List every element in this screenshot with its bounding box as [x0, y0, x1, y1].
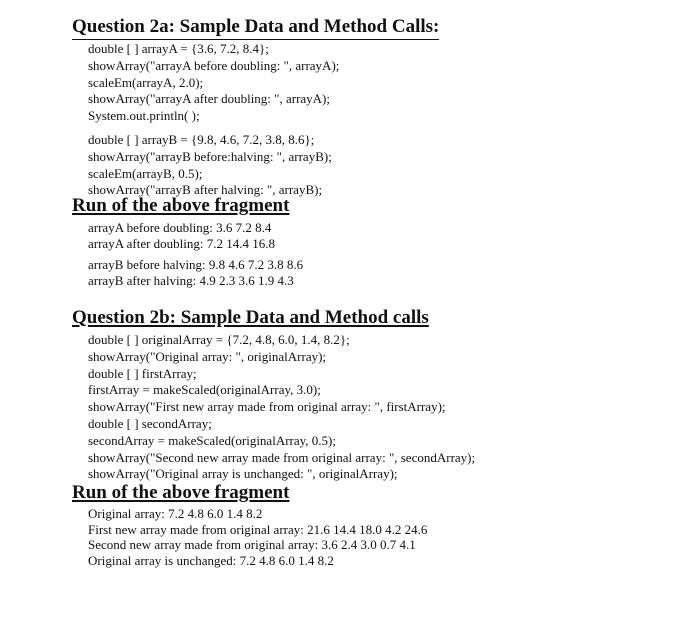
q2a-code-line-4: showArray("arrayA after doubling: ", arrayA); [88, 91, 330, 107]
q2a-output-line-1: arrayA before doubling: 3.6 7.2 8.4 [88, 220, 272, 235]
q2a-code-line-3: scaleEm(arrayA, 2.0); [88, 74, 204, 90]
q2a-code-line-6: double [ ] arrayB = {9.8, 4.6, 7.2, 3.8, 8.6}; [88, 131, 315, 147]
q2b-code-block [88, 332, 475, 483]
q2b-code-line-7: secondArray = makeScaled(originalArray, 0.5); [88, 432, 336, 448]
q2b-run-heading: Run of the above fragment [72, 482, 290, 503]
q2b-output-line-4: Original array is unchanged: 7.2 4.8 6.0 1.4 8.2 [88, 552, 334, 568]
q2b-code-line-5: showArray("First new array made from original array: ", firstArray); [88, 399, 446, 415]
q2a-code-line-7: showArray("arrayB before:halving: ", arrayB); [88, 148, 332, 164]
q2b-output-block [88, 506, 427, 568]
q2b-output-line-1: Original array: 7.2 4.8 6.0 1.4 8.2 [88, 506, 263, 521]
q2a-code-line-1: double [ ] arrayA = {3.6, 7.2, 8.4}; [88, 41, 269, 56]
q2a-title: Question 2a: Sample Data and Method Calls: [72, 16, 439, 40]
q2b-code-line-3: double [ ] firstArray; [88, 365, 197, 381]
q2a-output-block [88, 220, 303, 288]
q2b-code-line-8: showArray("Second new array made from original array: ", secondArray); [88, 449, 476, 465]
q2b-code-line-2: showArray("Original array: ", originalArray); [88, 348, 327, 364]
q2b-output-line-3: Second new array made from original array: 3.6 2.4 3.0 0.7 4.1 [88, 537, 416, 552]
q2a-output-line-4: arrayB after halving: 4.9 2.3 3.6 1.9 4.3 [88, 272, 294, 288]
q2a-code-line-5: System.out.println( ); [88, 108, 200, 124]
q2a-code-block [88, 41, 339, 199]
q2a-code-line-9: showArray("arrayB after halving: ", arrayB); [88, 182, 323, 198]
q2b-code-line-9: showArray("Original array is unchanged: ", originalArray); [88, 466, 398, 482]
q2b-output-line-2: First new array made from original array: 21.6 14.4 18.0 4.2 24.6 [88, 521, 428, 537]
q2b-code-line-6: double [ ] secondArray; [88, 415, 212, 431]
q2a-code-line-8: scaleEm(arrayB, 0.5); [88, 165, 203, 181]
q2a-code-line-2: showArray("arrayA before doubling: ", arrayA); [88, 57, 340, 73]
q2a-output-line-3: arrayB before halving: 9.8 4.6 7.2 3.8 8.6 [88, 257, 304, 272]
q2b-code-line-1: double [ ] originalArray = {7.2, 4.8, 6.0, 1.4, 8.2}; [88, 332, 350, 347]
q2a-output-line-2: arrayA after doubling: 7.2 14.4 16.8 [88, 235, 276, 251]
q2a-run-heading: Run of the above fragment [72, 195, 290, 216]
q2b-title: Question 2b: Sample Data and Method calls [72, 307, 429, 328]
q2b-code-line-4: firstArray = makeScaled(originalArray, 3.0); [88, 382, 321, 398]
